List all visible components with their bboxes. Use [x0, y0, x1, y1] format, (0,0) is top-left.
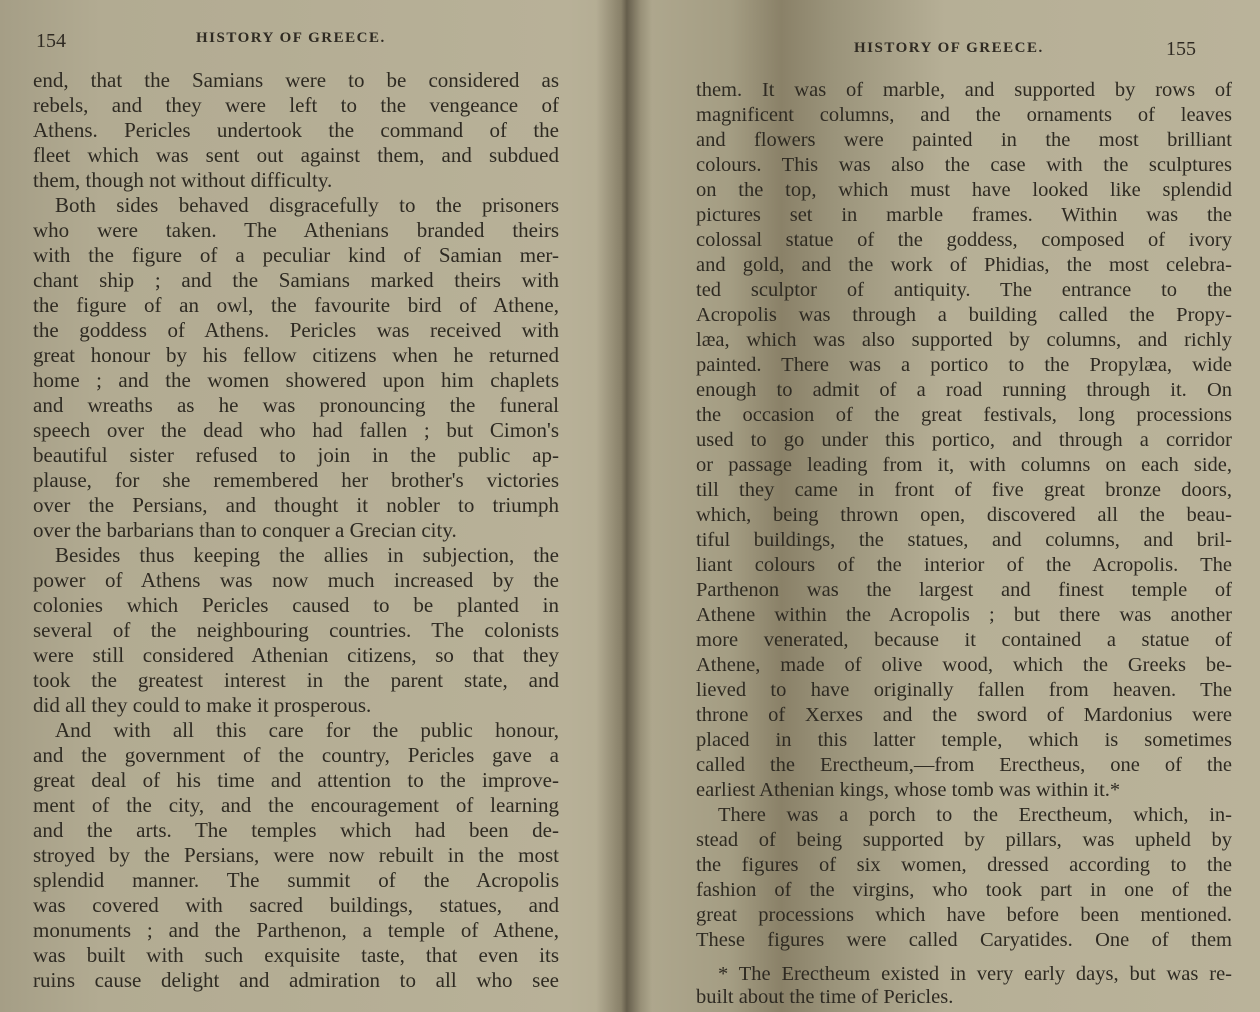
text-line: Both sides behaved disgracefully to the prisoners: [55, 193, 559, 217]
text-line: splendid manner. The summit of the Acropolis: [33, 868, 559, 892]
text-line: speech over the dead who had fallen ; but Cimon's: [33, 418, 559, 442]
text-line: them, though not without difficulty.: [33, 168, 333, 192]
text-line: did all they could to make it prosperous.: [33, 693, 372, 717]
page-number: 155: [1166, 38, 1196, 60]
text-line: rebels, and they were left to the vengeance of: [33, 93, 559, 117]
text-line: great processions which have before been mentioned.: [696, 904, 1232, 926]
text-line: painted. There was a portico to the Propylæa, wide: [696, 354, 1232, 376]
text-line: more venerated, because it contained a statue of: [696, 629, 1232, 651]
text-line: and gold, and the work of Phidias, the most celebra-: [696, 254, 1232, 276]
text-line: great honour by his fellow citizens when he returned: [33, 343, 559, 367]
text-line: colours. This was also the case with the sculptures: [696, 154, 1232, 176]
text-line: monuments ; and the Parthenon, a temple of Athene,: [33, 918, 559, 942]
text-line: was covered with sacred buildings, statues, and: [33, 893, 559, 917]
text-line: home ; and the women showered upon him chaplets: [33, 368, 559, 392]
text-line: the figure of an owl, the favourite bird of Athene,: [33, 293, 559, 317]
text-line: fleet which was sent out against them, and subdued: [33, 143, 559, 167]
text-line: Athene within the Acropolis ; but there was another: [696, 604, 1232, 626]
text-line: power of Athens was now much increased by the: [33, 568, 559, 592]
text-line: over the barbarians than to conquer a Grecian city.: [33, 518, 457, 542]
text-line: or passage leading from it, with columns on each side,: [696, 454, 1232, 476]
text-line: chant ship ; and the Samians marked theirs with: [33, 268, 559, 292]
text-line: and flowers were painted in the most brilliant: [696, 129, 1232, 151]
text-line: called the Erectheum,—from Erectheus, one of the: [696, 754, 1232, 776]
text-line: the figures of six women, dressed according to the: [696, 854, 1232, 876]
text-line: ruins cause delight and admiration to all who see: [33, 968, 559, 992]
text-line: were still considered Athenian citizens, so that they: [33, 643, 559, 667]
text-line: till they came in front of five great bronze doors,: [696, 479, 1232, 501]
text-line: pictures set in marble frames. Within was the: [696, 204, 1232, 226]
text-line: Parthenon was the largest and finest temple of: [696, 579, 1232, 601]
footnote-line: * The Erectheum existed in very early days, but was re-: [718, 963, 1232, 985]
text-line: And with all this care for the public honour,: [55, 718, 559, 742]
text-line: liant colours of the interior of the Acropolis. The: [696, 554, 1232, 576]
left-page-text: [33, 68, 559, 993]
text-line: Athens. Pericles undertook the command of the: [33, 118, 559, 142]
text-line: ment of the city, and the encouragement of learning: [33, 793, 559, 817]
page-number: 154: [36, 30, 66, 52]
left-page: [0, 0, 612, 1012]
text-line: and the government of the country, Pericles gave a: [33, 743, 559, 767]
text-line: tiful buildings, the statues, and columns, and bril-: [696, 529, 1232, 551]
running-head: HISTORY OF GREECE.: [196, 30, 386, 46]
text-line: magnificent columns, and the ornaments of leaves: [696, 104, 1232, 126]
text-line: plause, for she remembered her brother's victories: [33, 468, 559, 492]
text-line: ted sculptor of antiquity. The entrance to the: [696, 279, 1232, 301]
text-line: colonies which Pericles caused to be planted in: [33, 593, 559, 617]
text-line: These figures were called Caryatides. One of them: [696, 929, 1232, 951]
text-line: Besides thus keeping the allies in subjection, the: [55, 543, 559, 567]
text-line: colossal statue of the goddess, composed of ivory: [696, 229, 1232, 251]
right-page: [632, 0, 1260, 1012]
text-line: fashion of the virgins, who took part in one of the: [696, 879, 1232, 901]
text-line: them. It was of marble, and supported by rows of: [696, 79, 1232, 101]
text-line: end, that the Samians were to be considered as: [33, 68, 559, 92]
text-line: throne of Xerxes and the sword of Mardonius were: [696, 704, 1232, 726]
text-line: the occasion of the great festivals, long processions: [696, 404, 1232, 426]
right-page-text: [696, 78, 1232, 1009]
text-line: who were taken. The Athenians branded theirs: [33, 218, 559, 242]
text-line: Acropolis was through a building called the Propy-: [696, 304, 1232, 326]
text-line: which, being thrown open, discovered all the beau-: [696, 504, 1232, 526]
text-line: læa, which was also supported by columns, and richly: [696, 329, 1232, 351]
text-line: and wreaths as he was pronouncing the funeral: [33, 393, 559, 417]
text-line: earliest Athenian kings, whose tomb was within it.*: [696, 779, 1121, 801]
text-line: took the greatest interest in the parent state, and: [33, 668, 559, 692]
text-line: over the Persians, and thought it nobler to triumph: [33, 493, 559, 517]
text-line: placed in this latter temple, which is sometimes: [696, 729, 1232, 751]
text-line: used to go under this portico, and through a corridor: [696, 429, 1232, 451]
text-line: enough to admit of a road running through it. On: [696, 379, 1232, 401]
text-line: the goddess of Athens. Pericles was received with: [33, 318, 559, 342]
text-line: great deal of his time and attention to the improve-: [33, 768, 559, 792]
text-line: on the top, which must have looked like splendid: [696, 179, 1232, 201]
text-line: and the arts. The temples which had been de-: [33, 818, 559, 842]
text-line: Athene, made of olive wood, which the Greeks be-: [696, 654, 1232, 676]
text-line: several of the neighbouring countries. The colonists: [33, 618, 559, 642]
text-line: was built with such exquisite taste, that even its: [33, 943, 559, 967]
text-line: stroyed by the Persians, were now rebuilt in the most: [33, 843, 559, 867]
text-line: stead of being supported by pillars, was upheld by: [696, 829, 1232, 851]
text-line: with the figure of a peculiar kind of Samian mer-: [33, 243, 559, 267]
running-head: HISTORY OF GREECE.: [854, 40, 1044, 56]
text-line: lieved to have originally fallen from heaven. The: [696, 679, 1232, 701]
footnote-line: built about the time of Pericles.: [696, 986, 954, 1008]
text-line: beautiful sister refused to join in the public ap-: [33, 443, 559, 467]
text-line: There was a porch to the Erectheum, which, in-: [718, 804, 1232, 826]
